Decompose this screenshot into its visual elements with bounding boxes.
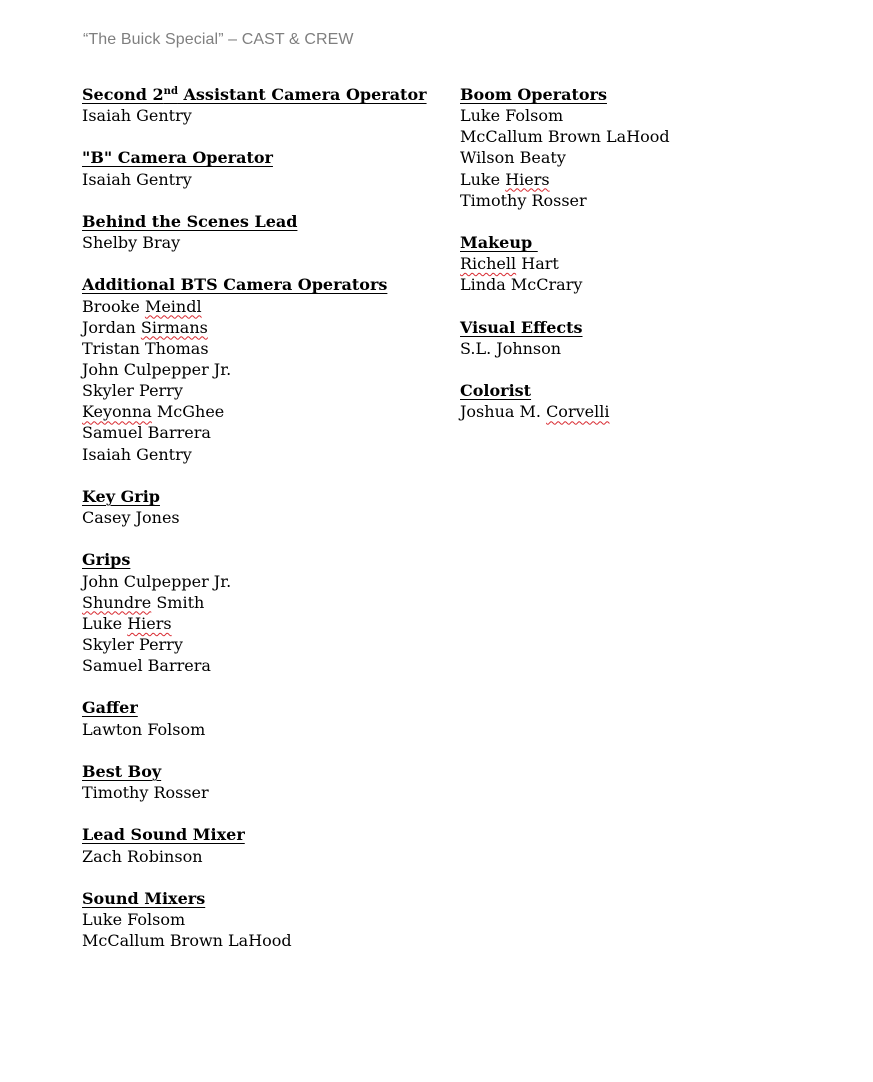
crew-member: Luke Folsom bbox=[82, 909, 186, 929]
spellcheck-word: Hiers bbox=[127, 613, 172, 633]
spellcheck-word: Corvelli bbox=[546, 402, 610, 422]
section-bts-camera-operators bbox=[82, 274, 452, 464]
left-column bbox=[82, 84, 452, 972]
crew-member: Keyonna McGhee bbox=[82, 402, 225, 422]
crew-member: Luke Hiers bbox=[460, 169, 550, 189]
section-title: Boom Operators bbox=[460, 85, 607, 104]
crew-member: S.L. Johnson bbox=[460, 338, 562, 358]
section-key-grip bbox=[82, 486, 452, 528]
section-best-boy bbox=[82, 761, 452, 803]
crew-member: Wilson Beaty bbox=[460, 148, 566, 168]
section-title: Behind the Scenes Lead bbox=[82, 211, 298, 231]
crew-member: John Culpepper Jr. bbox=[82, 571, 232, 591]
section-title: Second 2nd Assistant Camera Operator bbox=[82, 85, 427, 104]
section-title: Additional BTS Camera Operators bbox=[82, 275, 388, 295]
crew-member: Zach Robinson bbox=[82, 846, 203, 866]
section-title: Best Boy bbox=[82, 761, 162, 781]
section-title: Lead Sound Mixer bbox=[82, 825, 245, 845]
section-boom-operators bbox=[460, 84, 840, 211]
crew-member: McCallum Brown LaHood bbox=[460, 127, 670, 147]
crew-member: Casey Jones bbox=[82, 508, 180, 528]
section-title: Key Grip bbox=[82, 486, 160, 506]
section-b-camera-operator bbox=[82, 147, 452, 189]
crew-member: John Culpepper Jr. bbox=[82, 359, 232, 379]
section-title: Gaffer bbox=[82, 698, 138, 718]
crew-member: Isaiah Gentry bbox=[82, 169, 192, 189]
crew-member: Samuel Barrera bbox=[82, 423, 211, 443]
section-gaffer bbox=[82, 697, 452, 739]
crew-member: Tristan Thomas bbox=[82, 338, 209, 358]
section-title: Colorist bbox=[460, 381, 532, 401]
crew-member: Samuel Barrera bbox=[82, 656, 211, 676]
right-column bbox=[460, 84, 840, 444]
spellcheck-word: Keyonna bbox=[82, 402, 152, 422]
crew-member: McCallum Brown LaHood bbox=[82, 931, 292, 951]
crew-member: Shelby Bray bbox=[82, 233, 181, 253]
section-title: Visual Effects bbox=[460, 317, 583, 337]
crew-member: Shundre Smith bbox=[82, 592, 205, 612]
section-title: "B" Camera Operator bbox=[82, 148, 273, 168]
section-bts-lead bbox=[82, 211, 452, 253]
crew-member: Linda McCrary bbox=[460, 275, 583, 295]
spellcheck-word: Shundre bbox=[82, 592, 152, 612]
spellcheck-word: Hiers bbox=[505, 169, 550, 189]
section-colorist bbox=[460, 380, 840, 422]
section-sound-mixers bbox=[82, 888, 452, 951]
section-lead-sound-mixer bbox=[82, 824, 452, 866]
crew-member: Skyler Perry bbox=[82, 381, 183, 401]
section-visual-effects bbox=[460, 317, 840, 359]
crew-member: Joshua M. Corvelli bbox=[460, 402, 610, 422]
crew-member: Richell Hart bbox=[460, 254, 559, 274]
spellcheck-word: Richell bbox=[460, 254, 517, 274]
crew-member: Luke Hiers bbox=[82, 613, 172, 633]
crew-member: Isaiah Gentry bbox=[82, 106, 192, 126]
crew-member: Luke Folsom bbox=[460, 106, 564, 126]
section-title: Sound Mixers bbox=[82, 888, 206, 908]
spellcheck-word: Meindl bbox=[144, 296, 202, 316]
crew-member: Timothy Rosser bbox=[82, 783, 209, 803]
spellcheck-word: Sirmans bbox=[140, 317, 208, 337]
section-title: Makeup bbox=[460, 233, 538, 253]
crew-member: Brooke Meindl bbox=[82, 296, 202, 316]
crew-member: Skyler Perry bbox=[82, 634, 183, 654]
crew-member: Isaiah Gentry bbox=[82, 444, 192, 464]
crew-member: Timothy Rosser bbox=[460, 190, 587, 210]
section-grips bbox=[82, 549, 452, 676]
crew-member: Lawton Folsom bbox=[82, 719, 206, 739]
document-header: “The Buick Special” – CAST & CREW bbox=[83, 31, 354, 48]
section-makeup bbox=[460, 232, 840, 295]
section-second-assistant-camera bbox=[82, 84, 452, 126]
crew-member: Jordan Sirmans bbox=[82, 317, 208, 337]
section-title: Grips bbox=[82, 550, 131, 570]
